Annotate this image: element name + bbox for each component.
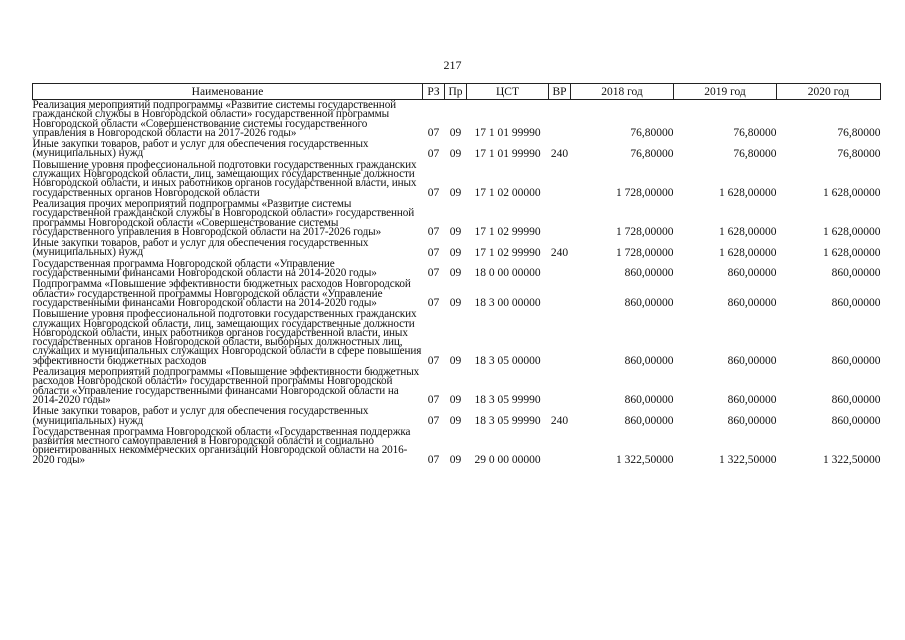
table-row [33, 139, 881, 160]
cell-cst: 17 1 01 99990 [474, 147, 541, 160]
cell-2020: 860,00000 [831, 394, 881, 407]
cell-2018: 860,00000 [624, 267, 674, 280]
cell-cst: 18 3 05 00000 [474, 355, 541, 368]
cell-rz: 07 [427, 246, 440, 259]
cell-2018: 76,80000 [630, 127, 674, 140]
cell-cst: 17 1 01 99990 [474, 127, 541, 140]
table-row [33, 279, 881, 309]
cell-cst: 18 3 00 00000 [474, 297, 541, 310]
cell-2018: 1 728,00000 [616, 186, 674, 199]
cell-2020: 860,00000 [831, 414, 881, 427]
cell-name: Государственная программа Новгородской области «Государственная поддержка развития местного самоуправления в Новгородской области и социально ориентированных некоммерческих организаций Новгородской области на 2016-2020 годы» [32, 425, 411, 466]
cell-2020: 76,80000 [837, 147, 881, 160]
cell-2018: 860,00000 [624, 297, 674, 310]
cell-2019: 860,00000 [727, 355, 777, 368]
table-row [33, 259, 881, 280]
cell-rz: 07 [427, 297, 440, 310]
cell-pr: 09 [449, 127, 462, 140]
table-row [33, 238, 881, 259]
cell-rz: 07 [427, 267, 440, 280]
cell-2020: 1 628,00000 [823, 246, 881, 259]
cell-2018: 860,00000 [624, 355, 674, 368]
cell-2020: 860,00000 [831, 297, 881, 310]
cell-name: Подпрограмма «Повышение эффективности бюджетных расходов Новгородской области» государственной программы Новгородской области «Управление государственными финансами Новгородской области на 2014-2020 годы» [32, 278, 411, 309]
header-vr: ВР [549, 84, 571, 100]
table-row [33, 160, 881, 199]
cell-2020: 1 628,00000 [823, 186, 881, 199]
cell-vr [549, 427, 571, 466]
cell-pr: 09 [449, 297, 462, 310]
cell-name: Иные закупки товаров, работ и услуг для обеспечения государственных (муниципальных) нужд [32, 237, 369, 259]
header-2019: 2019 год [674, 84, 777, 100]
cell-vr [549, 100, 571, 140]
cell-vr [549, 259, 571, 280]
cell-pr: 09 [449, 414, 462, 427]
cell-vr [549, 199, 571, 238]
table-row [33, 309, 881, 367]
cell-vr [549, 160, 571, 199]
table-row [33, 199, 881, 238]
cell-2019: 76,80000 [733, 147, 777, 160]
cell-cst: 18 0 00 00000 [474, 267, 541, 280]
cell-2018: 1 728,00000 [616, 246, 674, 259]
cell-2018: 860,00000 [624, 394, 674, 407]
cell-pr: 09 [449, 453, 462, 466]
cell-name: Повышение уровня профессиональной подготовки государственных гражданских служащих Новгородской области, лиц, замещающих государственные должности Новгородской области, иных работников органов государственной власти, иных государственных органов Новгородской области, выборных должностных лиц, служащих и муниципальных служащих Новгородской области в сфере повышения эффективности бюджетных расходов [32, 308, 422, 367]
cell-name: Иные закупки товаров, работ и услуг для обеспечения государственных (муниципальных) нужд [32, 138, 369, 160]
budget-table [32, 83, 881, 466]
cell-name: Реализация мероприятий подпрограммы «Развитие системы государственной гражданской службы в Новгородской области» государственной программы Новгородской области «Совершенствование системы государственного управления в Новгородской области на 2017-2026 годы» [32, 99, 397, 139]
cell-2019: 1 628,00000 [719, 246, 777, 259]
cell-2019: 1 628,00000 [719, 226, 777, 239]
cell-vr: 240 [550, 246, 569, 259]
table-row [33, 427, 881, 466]
cell-pr: 09 [449, 147, 462, 160]
cell-name: Иные закупки товаров, работ и услуг для обеспечения государственных (муниципальных) нужд [32, 405, 369, 427]
cell-name: Повышение уровня профессиональной подготовки государственных гражданских служащих Новгородской области, лиц, замещающих государственные должности Новгородской области, и иных работников органов государственной власти, иных государственных органов Новгородской области [32, 158, 417, 199]
cell-vr: 240 [550, 147, 569, 160]
cell-pr: 09 [449, 226, 462, 239]
cell-2018: 76,80000 [630, 147, 674, 160]
header-rz: РЗ [423, 84, 445, 100]
cell-rz: 07 [427, 147, 440, 160]
cell-rz: 07 [427, 186, 440, 199]
cell-cst: 18 3 05 99990 [474, 414, 541, 427]
cell-pr: 09 [449, 267, 462, 280]
cell-2020: 76,80000 [837, 127, 881, 140]
page-number: 217 [443, 58, 462, 72]
cell-rz: 07 [427, 414, 440, 427]
cell-rz: 07 [427, 226, 440, 239]
cell-2019: 860,00000 [727, 297, 777, 310]
header-2020: 2020 год [777, 84, 881, 100]
cell-name: Реализация мероприятий подпрограммы «Повышение эффективности бюджетных расходов Новгородской области» государственной программы Новгородской области «Управление государственными финансами Новгородской области на 2014-2020 годы» [32, 366, 420, 406]
cell-pr: 09 [449, 186, 462, 199]
cell-cst: 17 1 02 99990 [474, 226, 541, 239]
cell-pr: 09 [449, 394, 462, 407]
table-row [33, 367, 881, 406]
cell-name: Государственная программа Новгородской области «Управление государственными финансами Новгородской области на 2014-2020 годы» [32, 257, 377, 280]
cell-cst: 29 0 00 00000 [474, 453, 541, 466]
header-2018: 2018 год [571, 84, 674, 100]
cell-rz: 07 [427, 127, 440, 140]
header-name: Наименование [33, 84, 423, 100]
cell-vr [549, 367, 571, 406]
header-pr: Пр [445, 84, 467, 100]
table-row [33, 406, 881, 427]
cell-2019: 1 628,00000 [719, 186, 777, 199]
cell-2019: 860,00000 [727, 414, 777, 427]
cell-2020: 1 628,00000 [823, 226, 881, 239]
cell-cst: 18 3 05 99990 [474, 394, 541, 407]
cell-vr [549, 309, 571, 367]
cell-2020: 860,00000 [831, 267, 881, 280]
cell-2019: 860,00000 [727, 394, 777, 407]
cell-rz: 07 [427, 453, 440, 466]
cell-2018: 860,00000 [624, 414, 674, 427]
cell-2018: 1 322,50000 [616, 453, 674, 466]
cell-cst: 17 1 02 99990 [474, 246, 541, 259]
cell-2020: 1 322,50000 [823, 453, 881, 466]
table-row [33, 100, 881, 140]
cell-vr: 240 [550, 414, 569, 427]
cell-rz: 07 [427, 394, 440, 407]
cell-cst: 17 1 02 00000 [474, 186, 541, 199]
cell-name: Реализация прочих мероприятий подпрограммы «Развитие системы государственной гражданской службы в Новгородской области» государственной программы Новгородской области «Совершенствование системы государственного управления в Новгородской области на 2017-2026 годы» [32, 197, 415, 238]
cell-pr: 09 [449, 246, 462, 259]
cell-2019: 1 322,50000 [719, 453, 777, 466]
table-header-row [33, 84, 881, 100]
cell-2020: 860,00000 [831, 355, 881, 368]
header-cst: ЦСТ [467, 84, 549, 100]
cell-2019: 860,00000 [727, 267, 777, 280]
cell-pr: 09 [449, 355, 462, 368]
cell-2019: 76,80000 [733, 127, 777, 140]
cell-rz: 07 [427, 355, 440, 368]
cell-vr [549, 279, 571, 309]
cell-2018: 1 728,00000 [616, 226, 674, 239]
